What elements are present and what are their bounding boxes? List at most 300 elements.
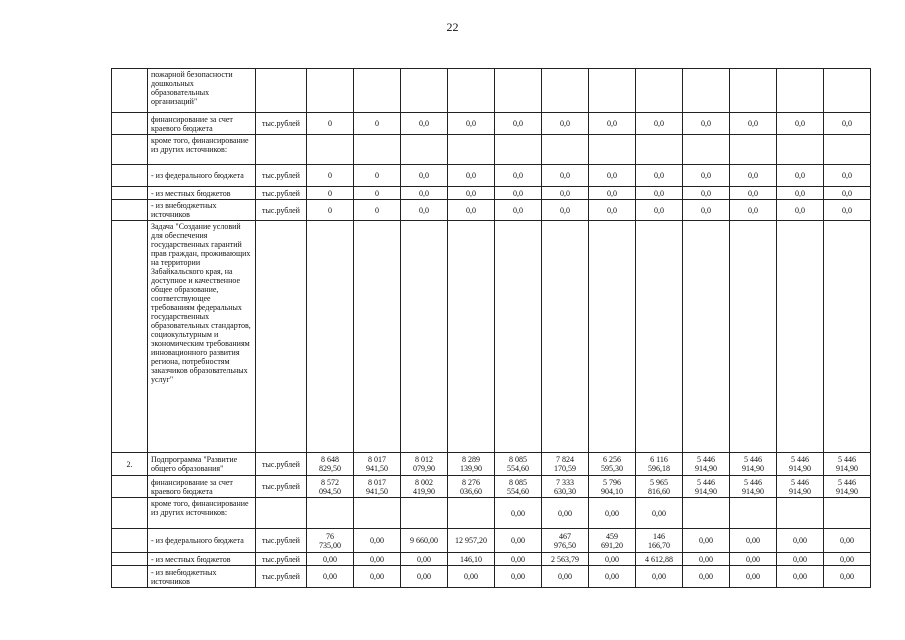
value-cell — [401, 529, 448, 553]
value-cell — [589, 135, 636, 165]
value-text: 0,00 — [417, 554, 431, 564]
value-cell — [448, 566, 495, 588]
value-text: 0,0 — [419, 205, 429, 215]
value-cell — [824, 453, 871, 476]
value-cell — [542, 200, 589, 221]
value-text: 0,0 — [795, 205, 805, 215]
value-cell — [589, 69, 636, 113]
value-text: 0,0 — [513, 205, 523, 215]
value-cell — [401, 113, 448, 135]
row-description-cell: кроме того, финансирование из других источников: — [148, 135, 256, 165]
value-text: 0 — [328, 119, 332, 128]
value-cell — [495, 221, 542, 453]
value-cell — [354, 165, 401, 187]
value-cell — [636, 113, 683, 135]
value-text: 146 166,70 — [648, 531, 670, 550]
value-cell — [495, 200, 542, 221]
value-cell — [307, 187, 354, 200]
value-text: 0,00 — [370, 554, 384, 564]
value-cell — [354, 566, 401, 588]
value-text: 0,00 — [511, 508, 525, 518]
value-cell — [401, 200, 448, 221]
value-cell — [495, 69, 542, 113]
row-number-cell — [112, 476, 148, 498]
value-text: 0,0 — [607, 171, 617, 180]
value-cell — [354, 113, 401, 135]
value-text: 0,00 — [793, 536, 807, 545]
value-cell — [448, 187, 495, 200]
value-cell — [307, 221, 354, 453]
value-text: 0,00 — [605, 554, 619, 564]
value-cell — [730, 529, 777, 553]
value-text: 0,00 — [417, 572, 431, 581]
value-text: 8 572 094,50 — [319, 477, 341, 496]
value-text: 0,0 — [419, 188, 429, 198]
row-number-cell — [112, 69, 148, 113]
value-cell — [542, 221, 589, 453]
value-text: 5 446 914,90 — [742, 455, 764, 473]
value-text: 0,00 — [793, 554, 807, 564]
value-text: 0,0 — [654, 188, 664, 198]
value-cell — [354, 553, 401, 566]
value-text: 0,0 — [513, 171, 523, 180]
value-cell — [730, 200, 777, 221]
value-text: 0,00 — [652, 572, 666, 581]
value-cell — [307, 200, 354, 221]
row-description-cell: кроме того, финансирование из других источников: — [148, 498, 256, 529]
table-row — [112, 113, 871, 135]
value-text: 0,0 — [795, 119, 805, 128]
value-cell — [401, 165, 448, 187]
value-cell — [636, 69, 683, 113]
value-cell — [636, 566, 683, 588]
value-cell — [730, 135, 777, 165]
value-text: 0,00 — [746, 554, 760, 564]
value-cell — [777, 187, 824, 200]
value-text: 0,00 — [746, 536, 760, 545]
value-cell — [401, 221, 448, 453]
row-unit-cell: тыс.рублей — [256, 113, 307, 135]
budget-table-body — [112, 69, 871, 588]
value-cell — [401, 187, 448, 200]
value-cell — [542, 165, 589, 187]
value-cell — [730, 553, 777, 566]
value-text: 0,0 — [842, 119, 852, 128]
value-text: 0 — [328, 171, 332, 180]
value-cell — [542, 187, 589, 200]
value-cell — [589, 221, 636, 453]
row-number-cell — [112, 135, 148, 165]
value-cell — [307, 498, 354, 529]
value-text: 0,00 — [511, 536, 525, 545]
value-cell — [354, 200, 401, 221]
value-cell — [777, 476, 824, 498]
value-text: 5 446 914,90 — [789, 477, 811, 496]
value-cell — [354, 498, 401, 529]
value-text: 8 276 036,60 — [460, 477, 482, 496]
value-text: 0 — [375, 205, 379, 215]
value-cell — [401, 476, 448, 498]
value-cell — [683, 453, 730, 476]
value-cell — [824, 529, 871, 553]
row-unit-cell — [256, 69, 307, 113]
value-text: 0,00 — [323, 572, 337, 581]
value-text: 0,0 — [701, 119, 711, 128]
value-text: 12 957,20 — [455, 536, 487, 545]
page-number: 22 — [446, 20, 459, 34]
value-cell — [730, 566, 777, 588]
value-text: 0 — [375, 171, 379, 180]
row-unit-cell: тыс.рублей — [256, 165, 307, 187]
value-cell — [589, 498, 636, 529]
value-text: 0,0 — [607, 188, 617, 198]
row-description-cell: - из местных бюджетов — [148, 553, 256, 566]
value-cell — [448, 453, 495, 476]
table-row — [112, 187, 871, 200]
value-text: 5 446 914,90 — [695, 455, 717, 473]
value-cell — [448, 529, 495, 553]
value-text: 0,00 — [840, 572, 854, 581]
table-row — [112, 498, 871, 529]
table-row — [112, 135, 871, 165]
value-cell — [401, 553, 448, 566]
value-cell — [448, 165, 495, 187]
row-unit-cell: тыс.рублей — [256, 187, 307, 200]
value-cell — [542, 453, 589, 476]
row-number-cell: 2. — [112, 453, 148, 476]
value-text: 0,0 — [513, 119, 523, 128]
value-text: 7 333 630,30 — [554, 477, 576, 496]
value-cell — [683, 165, 730, 187]
row-unit-cell — [256, 135, 307, 165]
value-cell — [824, 476, 871, 498]
value-cell — [824, 165, 871, 187]
value-text: 0,00 — [370, 536, 384, 545]
value-cell — [495, 113, 542, 135]
row-description-cell: - из местных бюджетов — [148, 187, 256, 200]
value-text: 0,0 — [795, 188, 805, 198]
value-cell — [636, 529, 683, 553]
value-cell — [683, 187, 730, 200]
value-text: 0,0 — [513, 188, 523, 198]
value-cell — [683, 476, 730, 498]
value-text: 0,0 — [748, 171, 758, 180]
row-description-cell: Подпрограмма "Развитие общего образования" — [148, 453, 256, 476]
value-text: 459 691,20 — [601, 531, 623, 550]
value-cell — [636, 453, 683, 476]
value-text: 0,00 — [511, 554, 525, 564]
value-cell — [495, 165, 542, 187]
value-cell — [636, 135, 683, 165]
value-cell — [589, 529, 636, 553]
row-number-cell — [112, 113, 148, 135]
value-text: 0,0 — [795, 171, 805, 180]
row-description-cell: Задача "Создание условий для обеспечения государственных гарантий прав граждан, проживающих на территории Забайкальского края, на доступное и качественное общее образование, соответствующее требованиям федеральных государственных образовательных стандартов, социокультурным и экономическим требованиям инновационного развития региона, потребностям заказчиков образовательных услуг" — [148, 221, 256, 453]
value-text: 8 289 139,90 — [460, 455, 482, 473]
value-cell — [589, 165, 636, 187]
value-cell — [354, 453, 401, 476]
value-cell — [636, 221, 683, 453]
value-text: 5 446 914,90 — [695, 477, 717, 496]
value-cell — [683, 69, 730, 113]
value-text: 0,00 — [652, 508, 666, 518]
value-text: 0 — [328, 205, 332, 215]
value-cell — [542, 498, 589, 529]
row-unit-cell — [256, 498, 307, 529]
value-cell — [542, 135, 589, 165]
value-text: 0,0 — [701, 171, 711, 180]
value-cell — [401, 135, 448, 165]
value-cell — [589, 566, 636, 588]
value-cell — [401, 498, 448, 529]
value-cell — [589, 453, 636, 476]
value-text: 9 660,00 — [410, 536, 438, 545]
value-cell — [636, 200, 683, 221]
value-cell — [683, 498, 730, 529]
value-cell — [683, 221, 730, 453]
value-cell — [307, 529, 354, 553]
row-unit-cell: тыс.рублей — [256, 566, 307, 588]
value-text: 5 446 914,90 — [742, 477, 764, 496]
value-cell — [448, 476, 495, 498]
value-text: 6 116 596,18 — [648, 455, 670, 473]
table-row — [112, 553, 871, 566]
row-number-cell — [112, 553, 148, 566]
value-cell — [589, 200, 636, 221]
row-number-cell — [112, 165, 148, 187]
table-row — [112, 566, 871, 588]
value-text: 0,00 — [558, 572, 572, 581]
value-text: 2 563,79 — [551, 554, 579, 564]
value-cell — [777, 553, 824, 566]
value-cell — [730, 165, 777, 187]
value-cell — [824, 221, 871, 453]
row-number-cell — [112, 498, 148, 529]
value-text: 8 002 419,90 — [413, 477, 435, 496]
value-text: 0,0 — [748, 188, 758, 198]
value-cell — [777, 529, 824, 553]
value-cell — [448, 498, 495, 529]
value-cell — [730, 453, 777, 476]
value-text: 0,0 — [419, 119, 429, 128]
value-cell — [683, 135, 730, 165]
value-text: 76 735,00 — [319, 531, 341, 550]
value-text: 8 017 941,50 — [366, 477, 388, 496]
value-cell — [777, 165, 824, 187]
value-text: 8 012 079,90 — [413, 455, 435, 473]
value-cell — [589, 476, 636, 498]
row-unit-cell: тыс.рублей — [256, 453, 307, 476]
table-row — [112, 69, 871, 113]
value-text: 146,10 — [460, 554, 482, 564]
value-text: 467 976,50 — [554, 531, 576, 550]
value-text: 5 796 904,10 — [601, 477, 623, 496]
value-cell — [777, 200, 824, 221]
row-unit-cell: тыс.рублей — [256, 476, 307, 498]
value-cell — [824, 553, 871, 566]
value-text: 0 — [375, 119, 379, 128]
value-text: 0,00 — [699, 554, 713, 564]
row-number-cell — [112, 566, 148, 588]
value-cell — [307, 113, 354, 135]
value-text: 6 256 595,30 — [601, 455, 623, 473]
value-text: 0,0 — [560, 188, 570, 198]
value-text: 5 446 914,90 — [836, 477, 858, 496]
row-description-cell: - из федерального бюджета — [148, 529, 256, 553]
value-text: 8 648 829,50 — [319, 455, 341, 473]
row-description-cell: - из внебюджетных источников — [148, 566, 256, 588]
value-text: 0,0 — [560, 205, 570, 215]
table-row — [112, 453, 871, 476]
value-text: 0,0 — [466, 205, 476, 215]
value-text: 0,00 — [323, 554, 337, 564]
value-cell — [542, 529, 589, 553]
row-unit-cell — [256, 221, 307, 453]
value-text: 0,0 — [748, 205, 758, 215]
value-cell — [448, 69, 495, 113]
value-cell — [354, 529, 401, 553]
value-cell — [824, 113, 871, 135]
value-cell — [589, 113, 636, 135]
value-text: 0,0 — [701, 205, 711, 215]
value-cell — [777, 113, 824, 135]
value-cell — [307, 553, 354, 566]
value-cell — [307, 69, 354, 113]
value-text: 0,0 — [607, 119, 617, 128]
row-description-cell: финансирование за счет краевого бюджета — [148, 476, 256, 498]
value-cell — [542, 566, 589, 588]
value-cell — [824, 566, 871, 588]
value-cell — [777, 566, 824, 588]
table-row — [112, 529, 871, 553]
value-text: 0,0 — [748, 119, 758, 128]
value-cell — [824, 187, 871, 200]
value-cell — [495, 566, 542, 588]
value-cell — [307, 165, 354, 187]
value-cell — [730, 113, 777, 135]
value-cell — [307, 566, 354, 588]
value-cell — [636, 498, 683, 529]
value-cell — [636, 165, 683, 187]
row-number-cell — [112, 187, 148, 200]
value-text: 0,00 — [370, 572, 384, 581]
value-cell — [448, 113, 495, 135]
value-text: 5 446 914,90 — [836, 455, 858, 473]
row-unit-cell: тыс.рублей — [256, 553, 307, 566]
value-text: 0,00 — [511, 572, 525, 581]
budget-table — [111, 68, 871, 588]
value-cell — [495, 135, 542, 165]
value-cell — [730, 187, 777, 200]
table-row — [112, 476, 871, 498]
value-cell — [495, 453, 542, 476]
value-text: 7 824 170,59 — [554, 455, 576, 473]
value-cell — [730, 69, 777, 113]
value-cell — [824, 498, 871, 529]
value-text: 0 — [375, 188, 379, 198]
value-text: 0,00 — [840, 554, 854, 564]
value-cell — [730, 221, 777, 453]
value-cell — [683, 113, 730, 135]
row-description-cell: финансирование за счет краевого бюджета — [148, 113, 256, 135]
row-description-cell: - из федерального бюджета — [148, 165, 256, 187]
value-text: 0,00 — [746, 572, 760, 581]
value-text: 0,00 — [605, 508, 619, 518]
value-cell — [542, 476, 589, 498]
value-text: 0,00 — [464, 572, 478, 581]
value-cell — [777, 453, 824, 476]
value-text: 0,0 — [466, 171, 476, 180]
value-cell — [448, 135, 495, 165]
value-cell — [354, 221, 401, 453]
value-text: 0,0 — [654, 119, 664, 128]
row-number-cell — [112, 200, 148, 221]
value-text: 0,00 — [699, 536, 713, 545]
value-text: 0,0 — [701, 188, 711, 198]
value-text: 8 085 554,60 — [507, 477, 529, 496]
value-text: 0,0 — [560, 119, 570, 128]
value-text: 8 017 941,50 — [366, 455, 388, 473]
value-text: 0,0 — [419, 171, 429, 180]
value-text: 0,0 — [842, 171, 852, 180]
value-cell — [495, 498, 542, 529]
value-cell — [777, 69, 824, 113]
value-text: 0,00 — [793, 572, 807, 581]
value-cell — [730, 476, 777, 498]
value-text: 0,0 — [607, 205, 617, 215]
table-row — [112, 200, 871, 221]
value-text: 0,0 — [560, 171, 570, 180]
value-cell — [636, 476, 683, 498]
value-text: 0 — [328, 188, 332, 198]
value-text: 8 085 554,60 — [507, 455, 529, 473]
value-cell — [307, 135, 354, 165]
value-cell — [401, 453, 448, 476]
value-cell — [589, 187, 636, 200]
value-text: 0,00 — [605, 572, 619, 581]
value-cell — [495, 529, 542, 553]
value-text: 0,0 — [466, 119, 476, 128]
value-cell — [777, 135, 824, 165]
value-cell — [683, 529, 730, 553]
value-text: 0,00 — [699, 572, 713, 581]
value-cell — [730, 498, 777, 529]
value-cell — [636, 553, 683, 566]
value-cell — [683, 566, 730, 588]
value-text: 0,0 — [654, 205, 664, 215]
value-cell — [448, 200, 495, 221]
value-text: 4 612,88 — [645, 554, 673, 564]
table-row — [112, 165, 871, 187]
row-description-cell: - из внебюджетных источников — [148, 200, 256, 221]
value-text: 0,0 — [654, 171, 664, 180]
value-cell — [448, 221, 495, 453]
value-cell — [824, 200, 871, 221]
value-text: 0,0 — [842, 188, 852, 198]
value-text: 5 446 914,90 — [789, 455, 811, 473]
value-cell — [824, 69, 871, 113]
value-cell — [354, 69, 401, 113]
value-cell — [307, 476, 354, 498]
value-text: 0,0 — [466, 188, 476, 198]
value-cell — [777, 498, 824, 529]
value-cell — [401, 566, 448, 588]
value-cell — [495, 476, 542, 498]
value-cell — [495, 187, 542, 200]
value-text: 0,0 — [842, 205, 852, 215]
value-cell — [542, 113, 589, 135]
value-cell — [683, 553, 730, 566]
